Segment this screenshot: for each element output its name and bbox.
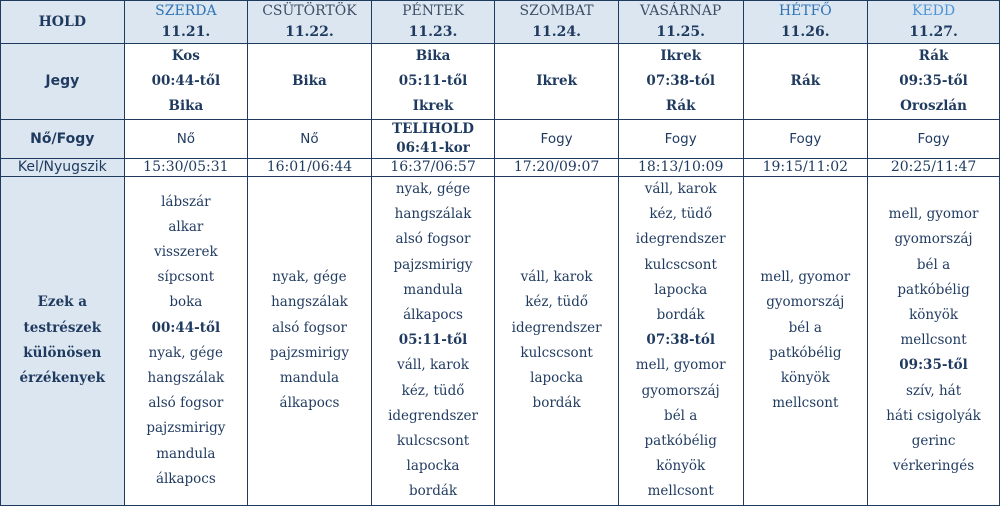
cell-line: bél a — [788, 319, 822, 336]
day-header — [743, 1, 868, 44]
cell-line: patkóbélig — [897, 281, 970, 298]
day-date: 11.26. — [780, 24, 830, 40]
cell-line: váll, karok — [520, 269, 593, 286]
hold-label: HOLD — [1, 1, 125, 44]
body-parts-cell — [868, 177, 1000, 506]
cell-line: alsó fogsor — [395, 231, 471, 248]
cell-line: Oroszlán — [900, 98, 967, 114]
kel-cell: 19:15/11:02 — [743, 159, 868, 177]
nofogy-cell — [248, 120, 372, 159]
cell-line: hangszálak — [394, 206, 472, 223]
cell-line: Rák — [665, 98, 696, 114]
cell-line: nyak, gége — [395, 181, 471, 197]
cell-line: mandula — [156, 445, 216, 462]
kel-cell: 16:01/06:44 — [248, 159, 372, 177]
cell-line: nyak, gége — [148, 344, 224, 361]
kel-cell: 17:20/09:07 — [495, 159, 619, 177]
body-parts-row — [1, 177, 1000, 506]
cell-line: visszerek — [154, 244, 218, 260]
nofogy-cell — [124, 120, 248, 159]
jegy-row — [1, 44, 1000, 120]
body-parts-cell — [743, 177, 868, 506]
jegy-cell — [124, 44, 248, 120]
cell-line: pajzsmirigy — [393, 256, 473, 273]
day-header — [371, 1, 495, 44]
day-date: 11.25. — [656, 24, 706, 40]
cell-line: bél a — [916, 256, 951, 273]
day-name: SZERDA — [155, 3, 217, 19]
cell-line: boka — [169, 294, 203, 311]
body-parts-cell — [371, 177, 495, 506]
cell-line: bordák — [408, 483, 458, 500]
cell-line: 09:35-től — [899, 357, 968, 374]
cell-line: kéz, tüdő — [649, 206, 713, 223]
cell-line: kéz, tüdő — [525, 294, 588, 311]
cell-line: Ikrek — [412, 98, 454, 114]
cell-line: Fogy — [540, 130, 573, 147]
jegy-cell — [743, 44, 868, 120]
day-header — [495, 1, 619, 44]
cell-line: 05:11-től — [398, 73, 468, 89]
jegy-cell — [371, 44, 495, 120]
cell-line: mell, gyomor — [888, 206, 979, 223]
day-header — [248, 1, 372, 44]
jegy-cell — [618, 44, 743, 120]
cell-line: alsó fogsor — [271, 319, 347, 336]
day-date: 11.23. — [408, 24, 458, 40]
jegy-cell — [868, 44, 1000, 120]
header-row — [1, 1, 1000, 44]
cell-line: idegrendszer — [635, 231, 726, 248]
cell-line: mandula — [403, 281, 463, 298]
nofogy-row — [1, 120, 1000, 159]
cell-line: idegrendszer — [388, 407, 478, 424]
day-name: HÉTFŐ — [778, 3, 832, 19]
cell-line: Bika — [415, 48, 451, 64]
cell-line: különösen — [23, 344, 102, 361]
cell-line: alkar — [168, 218, 204, 235]
cell-line: hangszálak — [147, 370, 225, 387]
day-date: 11.21. — [161, 24, 211, 40]
cell-line: álkapocs — [279, 395, 340, 412]
kel-cell: 16:37/06:57 — [371, 159, 495, 177]
cell-line: 07:38-tól — [646, 332, 715, 349]
day-name: KEDD — [911, 3, 956, 19]
cell-line: könyök — [780, 370, 830, 387]
cell-line: mellcsont — [900, 332, 967, 349]
cell-line: patkóbélig — [644, 433, 717, 450]
jegy-cell — [248, 44, 372, 120]
cell-line: kulcscsont — [396, 433, 470, 450]
cell-line: Bika — [168, 98, 204, 114]
day-header — [124, 1, 248, 44]
cell-line: vérkeringés — [892, 458, 975, 475]
nofogy-cell — [371, 120, 495, 159]
cell-line: sípcsont — [157, 269, 215, 286]
cell-line: nyak, gége — [272, 269, 347, 286]
cell-line: bordák — [532, 395, 581, 412]
nofogy-cell — [618, 120, 743, 159]
cell-line: 00:44-től — [151, 319, 221, 336]
kel-cell: 18:13/10:09 — [618, 159, 743, 177]
body-parts-cell — [618, 177, 743, 506]
cell-line: Kos — [171, 48, 200, 64]
cell-line: mell, gyomor — [760, 269, 851, 286]
cell-line: mell, gyomor — [635, 357, 726, 374]
cell-line: Fogy — [789, 130, 822, 147]
cell-line: könyök — [656, 458, 706, 475]
day-date: 11.27. — [909, 24, 958, 40]
day-date: 11.22. — [285, 24, 334, 40]
cell-line: 09:35-től — [899, 73, 968, 89]
kel-label: Kel/Nyugszik — [1, 159, 125, 177]
day-name: SZOMBAT — [519, 3, 594, 19]
nofogy-cell — [743, 120, 868, 159]
day-header — [618, 1, 743, 44]
cell-line: váll, karok — [397, 357, 469, 374]
cell-line: Nő — [176, 130, 196, 147]
cell-line: pajzsmirigy — [146, 420, 226, 437]
cell-line: lapocka — [406, 458, 460, 475]
day-name: VASÁRNAP — [640, 3, 722, 19]
cell-line: álkapocs — [403, 307, 463, 324]
cell-line: mellcsont — [647, 483, 714, 500]
cell-line: TELIHOLD — [392, 121, 474, 137]
cell-line: idegrendszer — [511, 319, 602, 336]
cell-line: patkóbélig — [769, 344, 842, 361]
cell-line: Bika — [292, 73, 327, 89]
cell-line: Fogy — [917, 130, 950, 147]
cell-line: lábszár — [161, 193, 211, 210]
cell-line: gyomorszáj — [641, 382, 720, 399]
body-parts-cell — [495, 177, 619, 506]
cell-line: szív, hát — [905, 382, 962, 399]
body-parts-label — [1, 177, 125, 506]
day-name: PÉNTEK — [402, 3, 464, 19]
cell-line: 05:11-től — [398, 332, 468, 349]
cell-line: 00:44-től — [151, 73, 221, 89]
cell-line: mellcsont — [772, 395, 839, 412]
cell-line: testrészek — [23, 319, 102, 336]
cell-line: lapocka — [654, 281, 708, 298]
cell-line: alsó fogsor — [148, 395, 224, 412]
cell-line: háti csigolyák — [886, 407, 981, 424]
cell-line: váll, karok — [644, 181, 717, 197]
cell-line: álkapocs — [155, 470, 216, 487]
nofogy-label: Nő/Fogy — [1, 120, 125, 159]
cell-line: kulcscsont — [644, 256, 717, 273]
cell-line: Ikrek — [660, 48, 702, 64]
nofogy-cell — [868, 120, 1000, 159]
jegy-cell — [495, 44, 619, 120]
cell-line: gyomorszáj — [766, 294, 845, 311]
day-header — [868, 1, 1000, 44]
cell-line: pajzsmirigy — [269, 344, 349, 361]
cell-line: Ikrek — [536, 73, 577, 89]
body-parts-cell — [248, 177, 372, 506]
cell-line: Fogy — [664, 130, 697, 147]
kel-nyugszik-row — [1, 159, 1000, 177]
cell-line: mandula — [279, 370, 340, 387]
jegy-label: Jegy — [1, 44, 125, 120]
cell-line: bél a — [664, 407, 698, 424]
day-date: 11.24. — [532, 24, 581, 40]
cell-line: 06:41-kor — [396, 140, 470, 156]
body-parts-cell — [124, 177, 248, 506]
cell-line: hangszálak — [271, 294, 348, 311]
cell-line: Rák — [918, 48, 949, 64]
kel-cell: 20:25/11:47 — [868, 159, 1000, 177]
cell-line: 07:38-tól — [646, 73, 715, 89]
cell-line: lapocka — [530, 370, 584, 387]
nofogy-cell — [495, 120, 619, 159]
cell-line: Nő — [300, 130, 319, 147]
cell-line: kulcscsont — [520, 344, 593, 361]
cell-line: Ezek a — [37, 294, 87, 311]
cell-line: Rák — [790, 73, 821, 89]
cell-line: gyomorszáj — [894, 231, 973, 248]
kel-cell: 15:30/05:31 — [124, 159, 248, 177]
cell-line: gerinc — [911, 433, 956, 450]
cell-line: érzékenyek — [19, 370, 106, 387]
cell-line: kéz, tüdő — [401, 382, 465, 399]
cell-line: könyök — [909, 307, 959, 324]
cell-line: bordák — [656, 307, 705, 324]
day-name: CSÜTÖRTÖK — [262, 3, 357, 19]
